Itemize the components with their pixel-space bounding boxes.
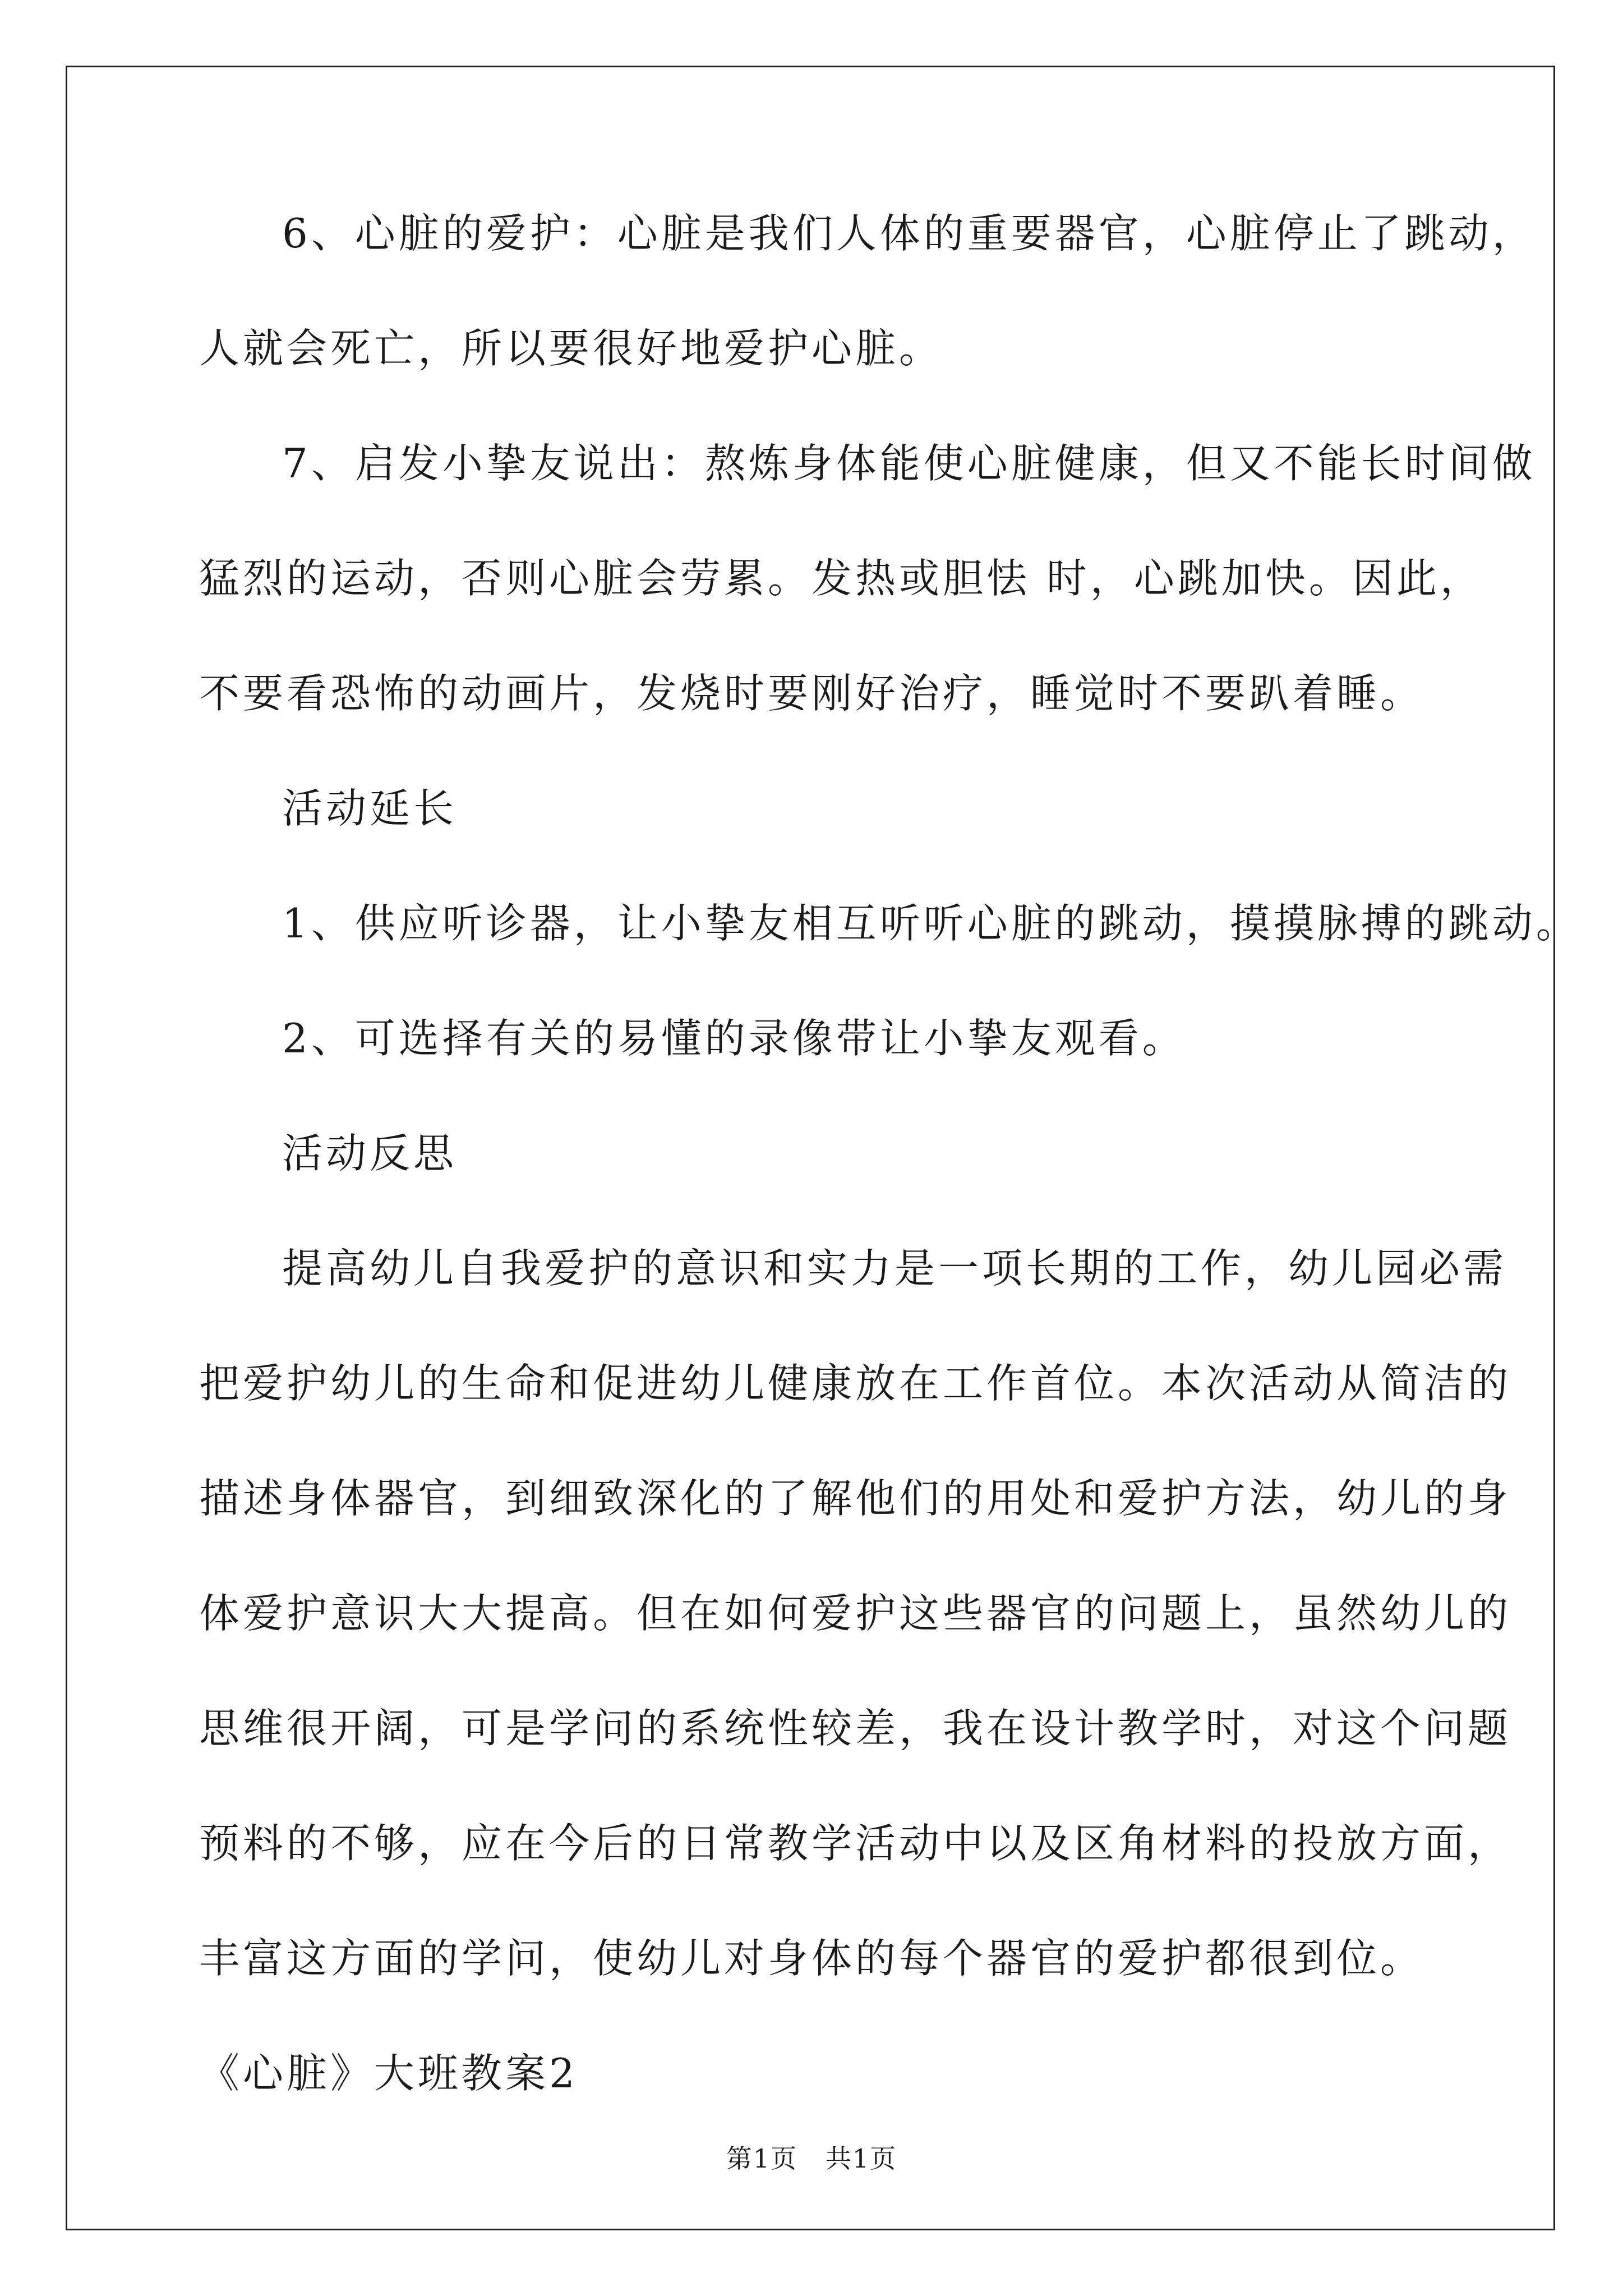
section-heading: 活动延长 xyxy=(282,785,458,832)
text-line: 描述身体器官，到细致深化的了解他们的用处和爱护方法，幼儿的身 xyxy=(199,1475,1512,1522)
text-line: 思维很开阔，可是学问的系统性较差，我在设计教学时，对这个问题 xyxy=(199,1705,1512,1752)
text-line: 1、供应听诊器，让小挚友相互听听心脏的跳动，摸摸脉搏的跳动。 xyxy=(282,900,1580,947)
text-line: 6、心脏的爱护：心脏是我们人体的重要器官，心脏停止了跳动， xyxy=(282,210,1536,257)
text-line: 把爱护幼儿的生命和促进幼儿健康放在工作首位。本次活动从简洁的 xyxy=(199,1360,1512,1407)
text-line: 猛烈的运动，否则心脏会劳累。发热或胆怯 时，心跳加快。因此， xyxy=(199,555,1484,602)
text-line: 丰富这方面的学问，使幼儿对身体的每个器官的爱护都很到位。 xyxy=(199,1935,1424,1982)
text-line: 7、启发小挚友说出：熬炼身体能使心脏健康，但又不能长时间做 xyxy=(282,440,1536,487)
section-title: 《心脏》大班教案2 xyxy=(199,2050,578,2097)
text-line: 提高幼儿自我爱护的意识和实力是一项长期的工作，幼儿园必需 xyxy=(282,1245,1507,1292)
section-heading: 活动反思 xyxy=(282,1130,458,1177)
text-line: 不要看恐怖的动画片，发烧时要刚好治疗，睡觉时不要趴着睡。 xyxy=(199,670,1424,717)
document-body xyxy=(199,208,1580,2099)
text-line: 体爱护意识大大提高。但在如何爱护这些器官的问题上，虽然幼儿的 xyxy=(199,1590,1512,1637)
page-footer: 第1页 共1页 xyxy=(726,2143,897,2174)
text-line: 预料的不够，应在今后的日常教学活动中以及区角材料的投放方面， xyxy=(199,1820,1512,1867)
text-line: 人就会死亡，所以要很好地爱护心脏。 xyxy=(199,325,943,372)
text-line: 2、可选择有关的易懂的录像带让小挚友观看。 xyxy=(282,1015,1186,1062)
